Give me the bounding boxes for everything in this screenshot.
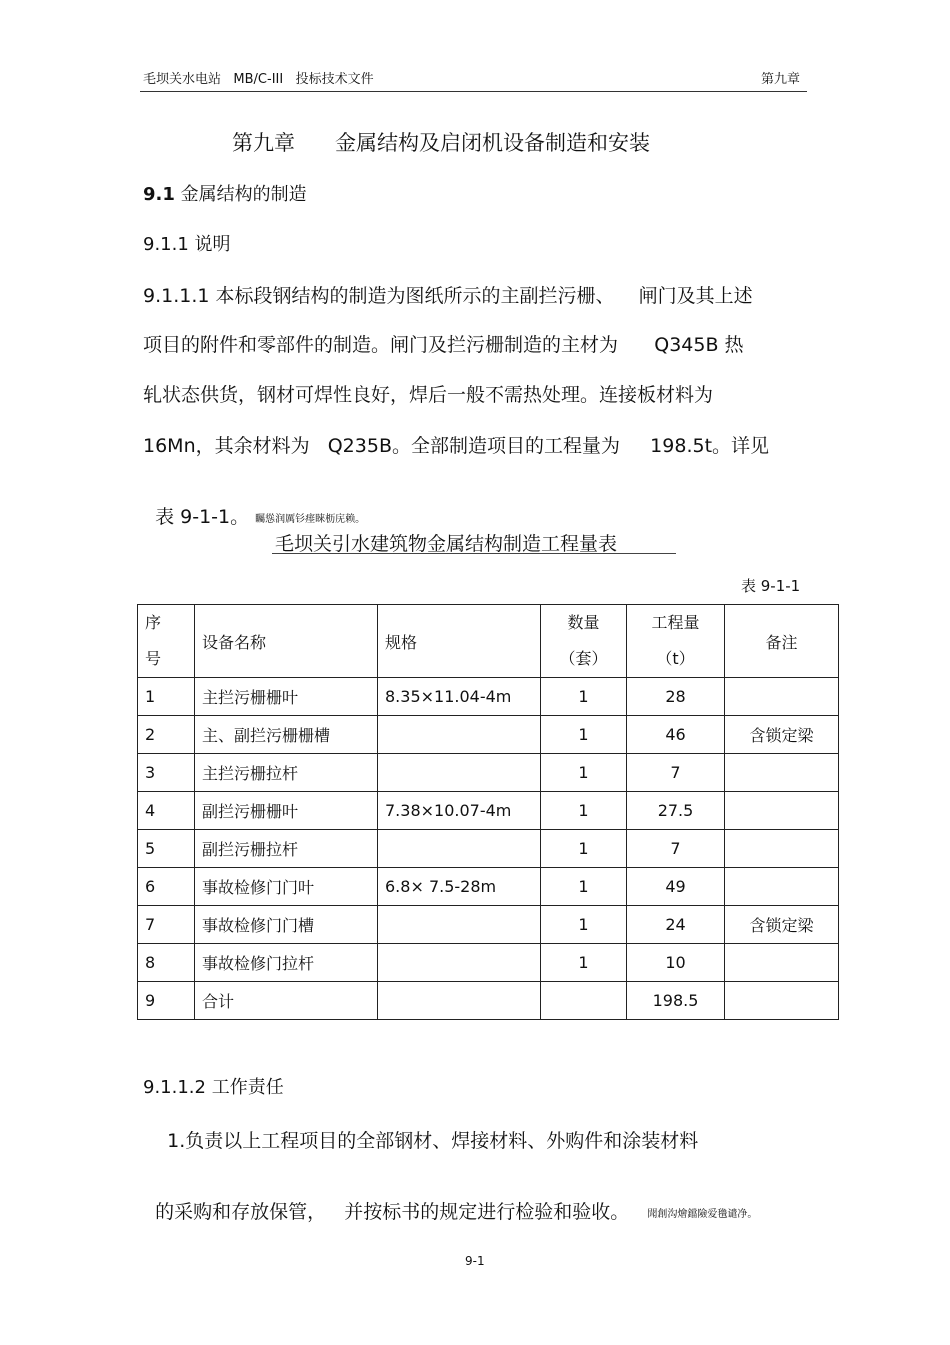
paragraph-line-last — [143, 1175, 757, 1224]
table-row — [138, 906, 839, 944]
cell-seq: 8 — [138, 944, 195, 982]
cell-qty: 1 — [541, 868, 627, 906]
cell-name: 事故检修门拉杆 — [195, 944, 378, 982]
header-station: 毛坝关水电站 — [143, 72, 222, 87]
cell-work: 28 — [627, 678, 725, 716]
paragraph-line: 轧状态供货，钢材可焊性良好，焊后一般不需热处理。连接板材料为 — [143, 384, 714, 406]
cell-note — [725, 830, 839, 868]
small-note: 聞創沟燴鐺險爱氇谴净。 — [647, 1209, 758, 1220]
cell-seq: 2 — [138, 716, 195, 754]
table-title-underline — [272, 553, 676, 554]
cell-seq: 6 — [138, 868, 195, 906]
cell-qty: 1 — [541, 830, 627, 868]
paragraph-text: 的采购和存放保管， 并按标书的规定进行检验和验收。 — [155, 1201, 630, 1223]
table-header-row — [138, 605, 839, 678]
cell-spec — [378, 716, 541, 754]
page-header-left — [143, 68, 374, 87]
cell-note: 含锁定梁 — [725, 906, 839, 944]
table-row — [138, 678, 839, 716]
table-row-total — [138, 982, 839, 1020]
header-rule — [140, 91, 807, 92]
table-row — [138, 754, 839, 792]
cell-name: 副拦污栅栅叶 — [195, 792, 378, 830]
cell-name: 事故检修门门叶 — [195, 868, 378, 906]
paragraph-line: 16Mn，其余材料为 Q235B。全部制造项目的工程量为 198.5t。详见 — [143, 435, 770, 457]
cell-note — [725, 944, 839, 982]
paragraph-line-last — [143, 480, 365, 529]
cell-seq: 3 — [138, 754, 195, 792]
cell-seq: 5 — [138, 830, 195, 868]
header-seq: 序 号 — [138, 605, 195, 678]
header-doc-type: 投标技术文件 — [295, 72, 374, 87]
table-row — [138, 944, 839, 982]
page-number: 9-1 — [465, 1254, 485, 1268]
cell-note — [725, 754, 839, 792]
cell-note — [725, 678, 839, 716]
header-note: 备注 — [725, 605, 839, 678]
cell-work: 24 — [627, 906, 725, 944]
section-9-1-1-2-heading: 9.1.1.2 工作责任 — [143, 1077, 284, 1098]
cell-seq: 7 — [138, 906, 195, 944]
cell-name: 主拦污栅拉杆 — [195, 754, 378, 792]
cell-spec: 8.35×11.04-4m — [378, 678, 541, 716]
cell-note: 含锁定梁 — [725, 716, 839, 754]
header-work: 工程量 （t） — [627, 605, 725, 678]
cell-qty: 1 — [541, 792, 627, 830]
cell-work: 7 — [627, 830, 725, 868]
table-row — [138, 830, 839, 868]
cell-note — [725, 982, 839, 1020]
cell-work: 27.5 — [627, 792, 725, 830]
table-row — [138, 716, 839, 754]
section-title: 金属结构的制造 — [180, 184, 307, 205]
cell-work: 46 — [627, 716, 725, 754]
cell-spec: 6.8× 7.5-28m — [378, 868, 541, 906]
header-qty: 数量 （套） — [541, 605, 627, 678]
cell-note — [725, 792, 839, 830]
section-9-1-heading — [143, 180, 307, 206]
table-row — [138, 868, 839, 906]
quantity-table — [137, 604, 839, 1020]
cell-seq: 4 — [138, 792, 195, 830]
header-contract: MB/C-III — [233, 72, 284, 87]
cell-name: 副拦污栅拉杆 — [195, 830, 378, 868]
cell-qty — [541, 982, 627, 1020]
small-note: 矚慫润厲钐瘗睞枥庑赖。 — [255, 514, 366, 525]
cell-qty: 1 — [541, 944, 627, 982]
table-title: 毛坝关引水建筑物金属结构制造工程量表 — [275, 533, 618, 555]
cell-name: 主、副拦污栅栅槽 — [195, 716, 378, 754]
cell-work: 7 — [627, 754, 725, 792]
paragraph-line: 项目的附件和零部件的制造。闸门及拦污栅制造的主材为 Q345B 热 — [143, 334, 744, 356]
cell-name: 主拦污栅栅叶 — [195, 678, 378, 716]
cell-seq: 9 — [138, 982, 195, 1020]
table-number: 表 9-1-1 — [741, 577, 801, 595]
section-number: 9.1 — [143, 184, 175, 205]
paragraph-line: 9.1.1.1 本标段钢结构的制造为图纸所示的主副拦污栅、 闸门及其上述 — [143, 285, 753, 307]
cell-name: 事故检修门门槽 — [195, 906, 378, 944]
cell-work: 10 — [627, 944, 725, 982]
cell-spec — [378, 982, 541, 1020]
header-spec: 规格 — [378, 605, 541, 678]
cell-name: 合计 — [195, 982, 378, 1020]
header-name: 设备名称 — [195, 605, 378, 678]
cell-spec — [378, 754, 541, 792]
cell-note — [725, 868, 839, 906]
cell-qty: 1 — [541, 906, 627, 944]
table-row — [138, 792, 839, 830]
cell-work: 49 — [627, 868, 725, 906]
section-9-1-1-heading: 9.1.1 说明 — [143, 234, 231, 255]
paragraph-line: 1.负责以上工程项目的全部钢材、焊接材料、外购件和涂装材料 — [143, 1130, 699, 1152]
paragraph-text: 表 9-1-1。 — [155, 506, 250, 528]
cell-spec — [378, 944, 541, 982]
cell-spec: 7.38×10.07-4m — [378, 792, 541, 830]
cell-seq: 1 — [138, 678, 195, 716]
cell-work: 198.5 — [627, 982, 725, 1020]
page-header-right: 第九章 — [761, 72, 801, 87]
cell-spec — [378, 830, 541, 868]
cell-spec — [378, 906, 541, 944]
cell-qty: 1 — [541, 754, 627, 792]
cell-qty: 1 — [541, 716, 627, 754]
cell-qty: 1 — [541, 678, 627, 716]
chapter-title: 第九章 金属结构及启闭机设备制造和安装 — [232, 131, 651, 155]
